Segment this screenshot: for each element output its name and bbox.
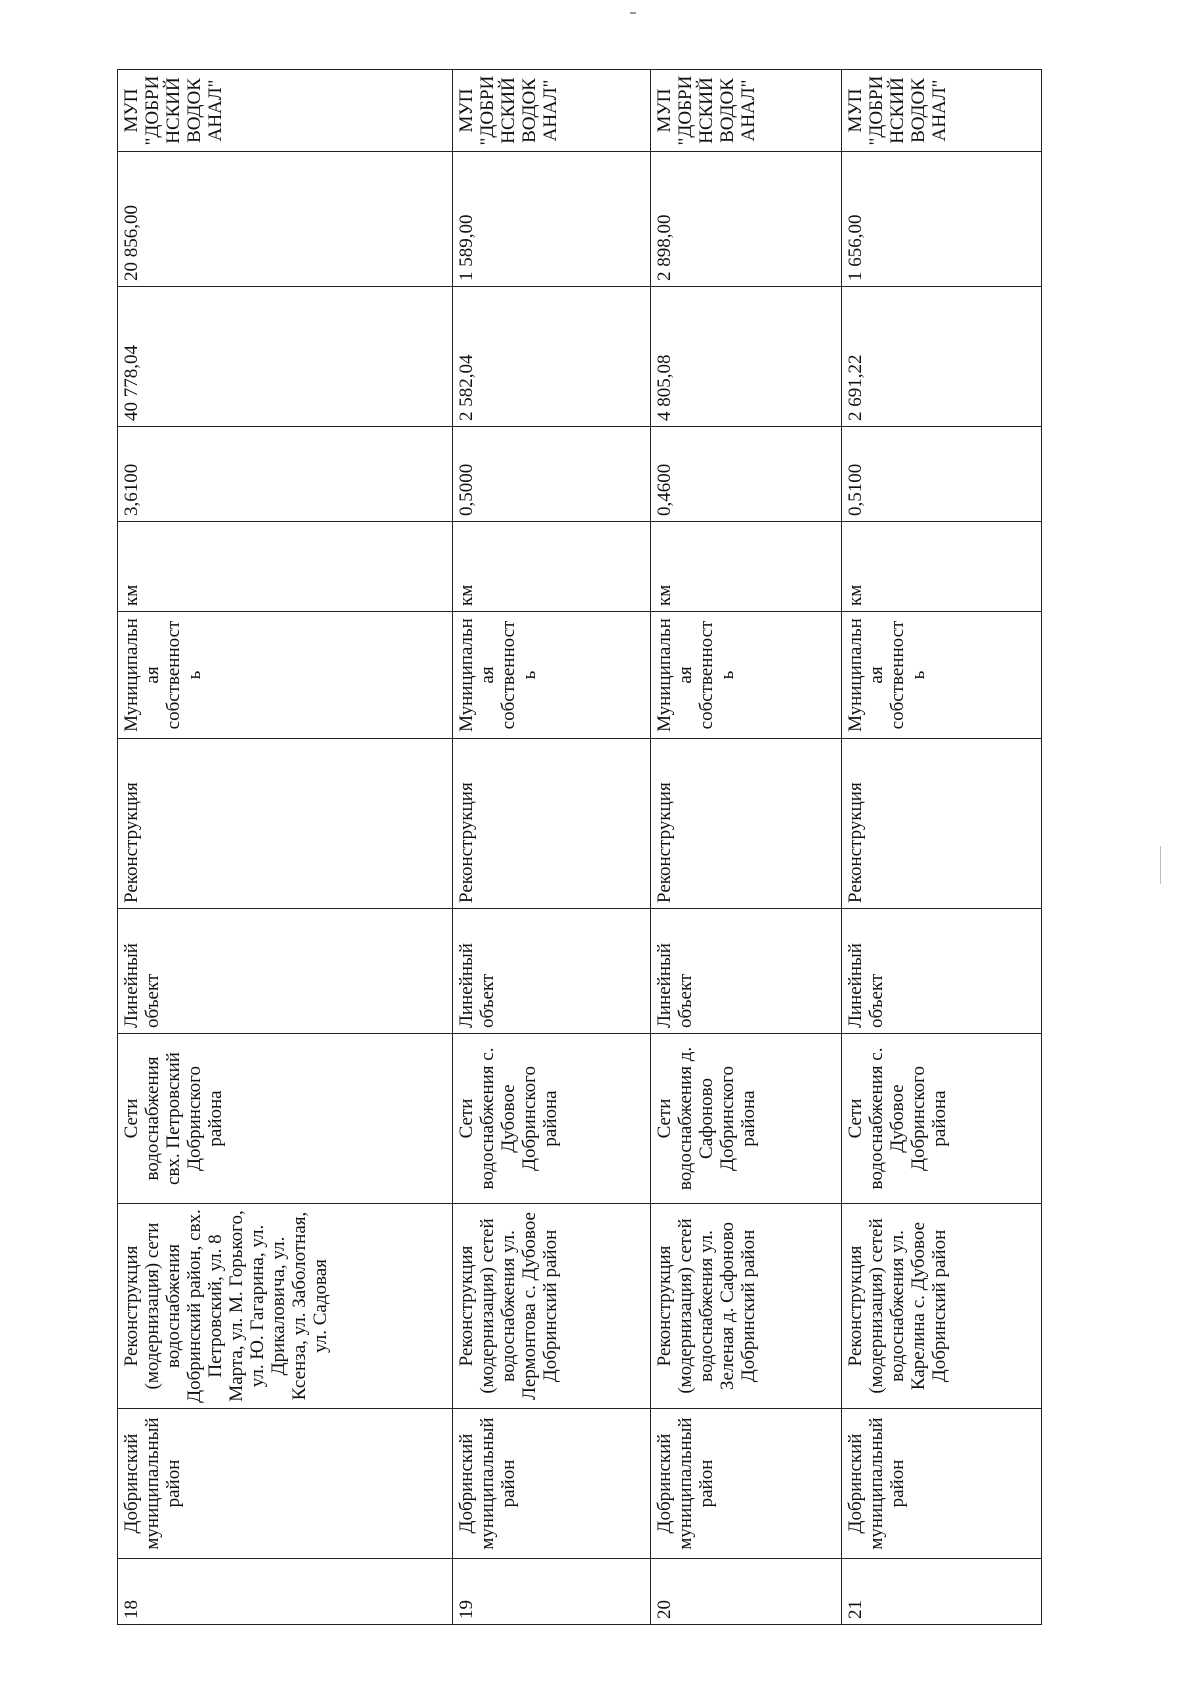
municipality-cell: Добринский муниципальный район bbox=[650, 1409, 841, 1559]
table-row bbox=[841, 70, 1041, 1625]
unit-cell: км bbox=[841, 522, 1041, 612]
operator-cell: МУП "ДОБРИНСКИЙ ВОДОКАНАЛ" bbox=[841, 70, 1041, 152]
event-cell: Реконструкция (модернизация) сетей водоснабжения ул. Карелина с. Дубовое Добринский район bbox=[841, 1204, 1041, 1409]
subsidy-cell: 2 898,00 bbox=[650, 152, 841, 287]
work-type-cell: Реконструкция bbox=[650, 739, 841, 909]
object-name-cell: Сети водоснабжения с. Дубовое Добринского района bbox=[452, 1034, 650, 1204]
unit-cell: км bbox=[452, 522, 650, 612]
unit-cell: км bbox=[118, 522, 453, 612]
cost-cell: 40 778,04 bbox=[118, 287, 453, 427]
table-row bbox=[650, 70, 841, 1625]
quantity-cell: 3,6100 bbox=[118, 427, 453, 522]
row-number: 18 bbox=[118, 1559, 453, 1625]
work-type-cell: Реконструкция bbox=[841, 739, 1041, 909]
work-type-cell: Реконструкция bbox=[118, 739, 453, 909]
event-cell: Реконструкция (модернизация) сетей водоснабжения ул. Зеленая д. Сафоново Добринский район bbox=[650, 1204, 841, 1409]
water-supply-table bbox=[117, 69, 1042, 1625]
object-type-cell: Линейный объект bbox=[452, 909, 650, 1034]
quantity-cell: 0,5100 bbox=[841, 427, 1041, 522]
ownership-cell: Муниципальная собственность bbox=[118, 612, 453, 739]
operator-cell: МУП "ДОБРИНСКИЙ ВОДОКАНАЛ" bbox=[650, 70, 841, 152]
cost-cell: 2 582,04 bbox=[452, 287, 650, 427]
cost-cell: 2 691,22 bbox=[841, 287, 1041, 427]
unit-cell: км bbox=[650, 522, 841, 612]
table-row bbox=[452, 70, 650, 1625]
subsidy-cell: 1 589,00 bbox=[452, 152, 650, 287]
row-number: 21 bbox=[841, 1559, 1041, 1625]
event-cell: Реконструкция (модернизация) сетей водоснабжения ул. Лермонтова с. Дубовое Добринский район bbox=[452, 1204, 650, 1409]
ownership-cell: Муниципальная собственность bbox=[650, 612, 841, 739]
row-number: 19 bbox=[452, 1559, 650, 1625]
rotated-table-wrapper bbox=[117, 70, 1042, 1625]
municipality-cell: Добринский муниципальный район bbox=[452, 1409, 650, 1559]
object-type-cell: Линейный объект bbox=[118, 909, 453, 1034]
operator-cell: МУП "ДОБРИНСКИЙ ВОДОКАНАЛ" bbox=[452, 70, 650, 152]
scan-artifact bbox=[1160, 846, 1161, 884]
event-cell: Реконструкция (модернизация) сети водоснабжения Добринский район, свх. Петровский, ул. 8 Марта, ул. М. Горького, ул. Ю. Гагарина, ул. Дрикаловича, ул. Ксенза, ул. Заболотная, ул. Садовая bbox=[118, 1204, 453, 1409]
operator-cell: МУП "ДОБРИНСКИЙ ВОДОКАНАЛ" bbox=[118, 70, 453, 152]
quantity-cell: 0,4600 bbox=[650, 427, 841, 522]
object-type-cell: Линейный объект bbox=[650, 909, 841, 1034]
object-type-cell: Линейный объект bbox=[841, 909, 1041, 1034]
subsidy-cell: 1 656,00 bbox=[841, 152, 1041, 287]
cost-cell: 4 805,08 bbox=[650, 287, 841, 427]
scan-artifact bbox=[630, 12, 636, 14]
row-number: 20 bbox=[650, 1559, 841, 1625]
subsidy-cell: 20 856,00 bbox=[118, 152, 453, 287]
ownership-cell: Муниципальная собственность bbox=[452, 612, 650, 739]
object-name-cell: Сети водоснабжения с. Дубовое Добринского района bbox=[841, 1034, 1041, 1204]
municipality-cell: Добринский муниципальный район bbox=[118, 1409, 453, 1559]
ownership-cell: Муниципальная собственность bbox=[841, 612, 1041, 739]
municipality-cell: Добринский муниципальный район bbox=[841, 1409, 1041, 1559]
work-type-cell: Реконструкция bbox=[452, 739, 650, 909]
table-row bbox=[118, 70, 453, 1625]
object-name-cell: Сети водоснабжения д. Сафоново Добринского района bbox=[650, 1034, 841, 1204]
quantity-cell: 0,5000 bbox=[452, 427, 650, 522]
object-name-cell: Сети водоснабжения свх. Петровский Добринского района bbox=[118, 1034, 453, 1204]
